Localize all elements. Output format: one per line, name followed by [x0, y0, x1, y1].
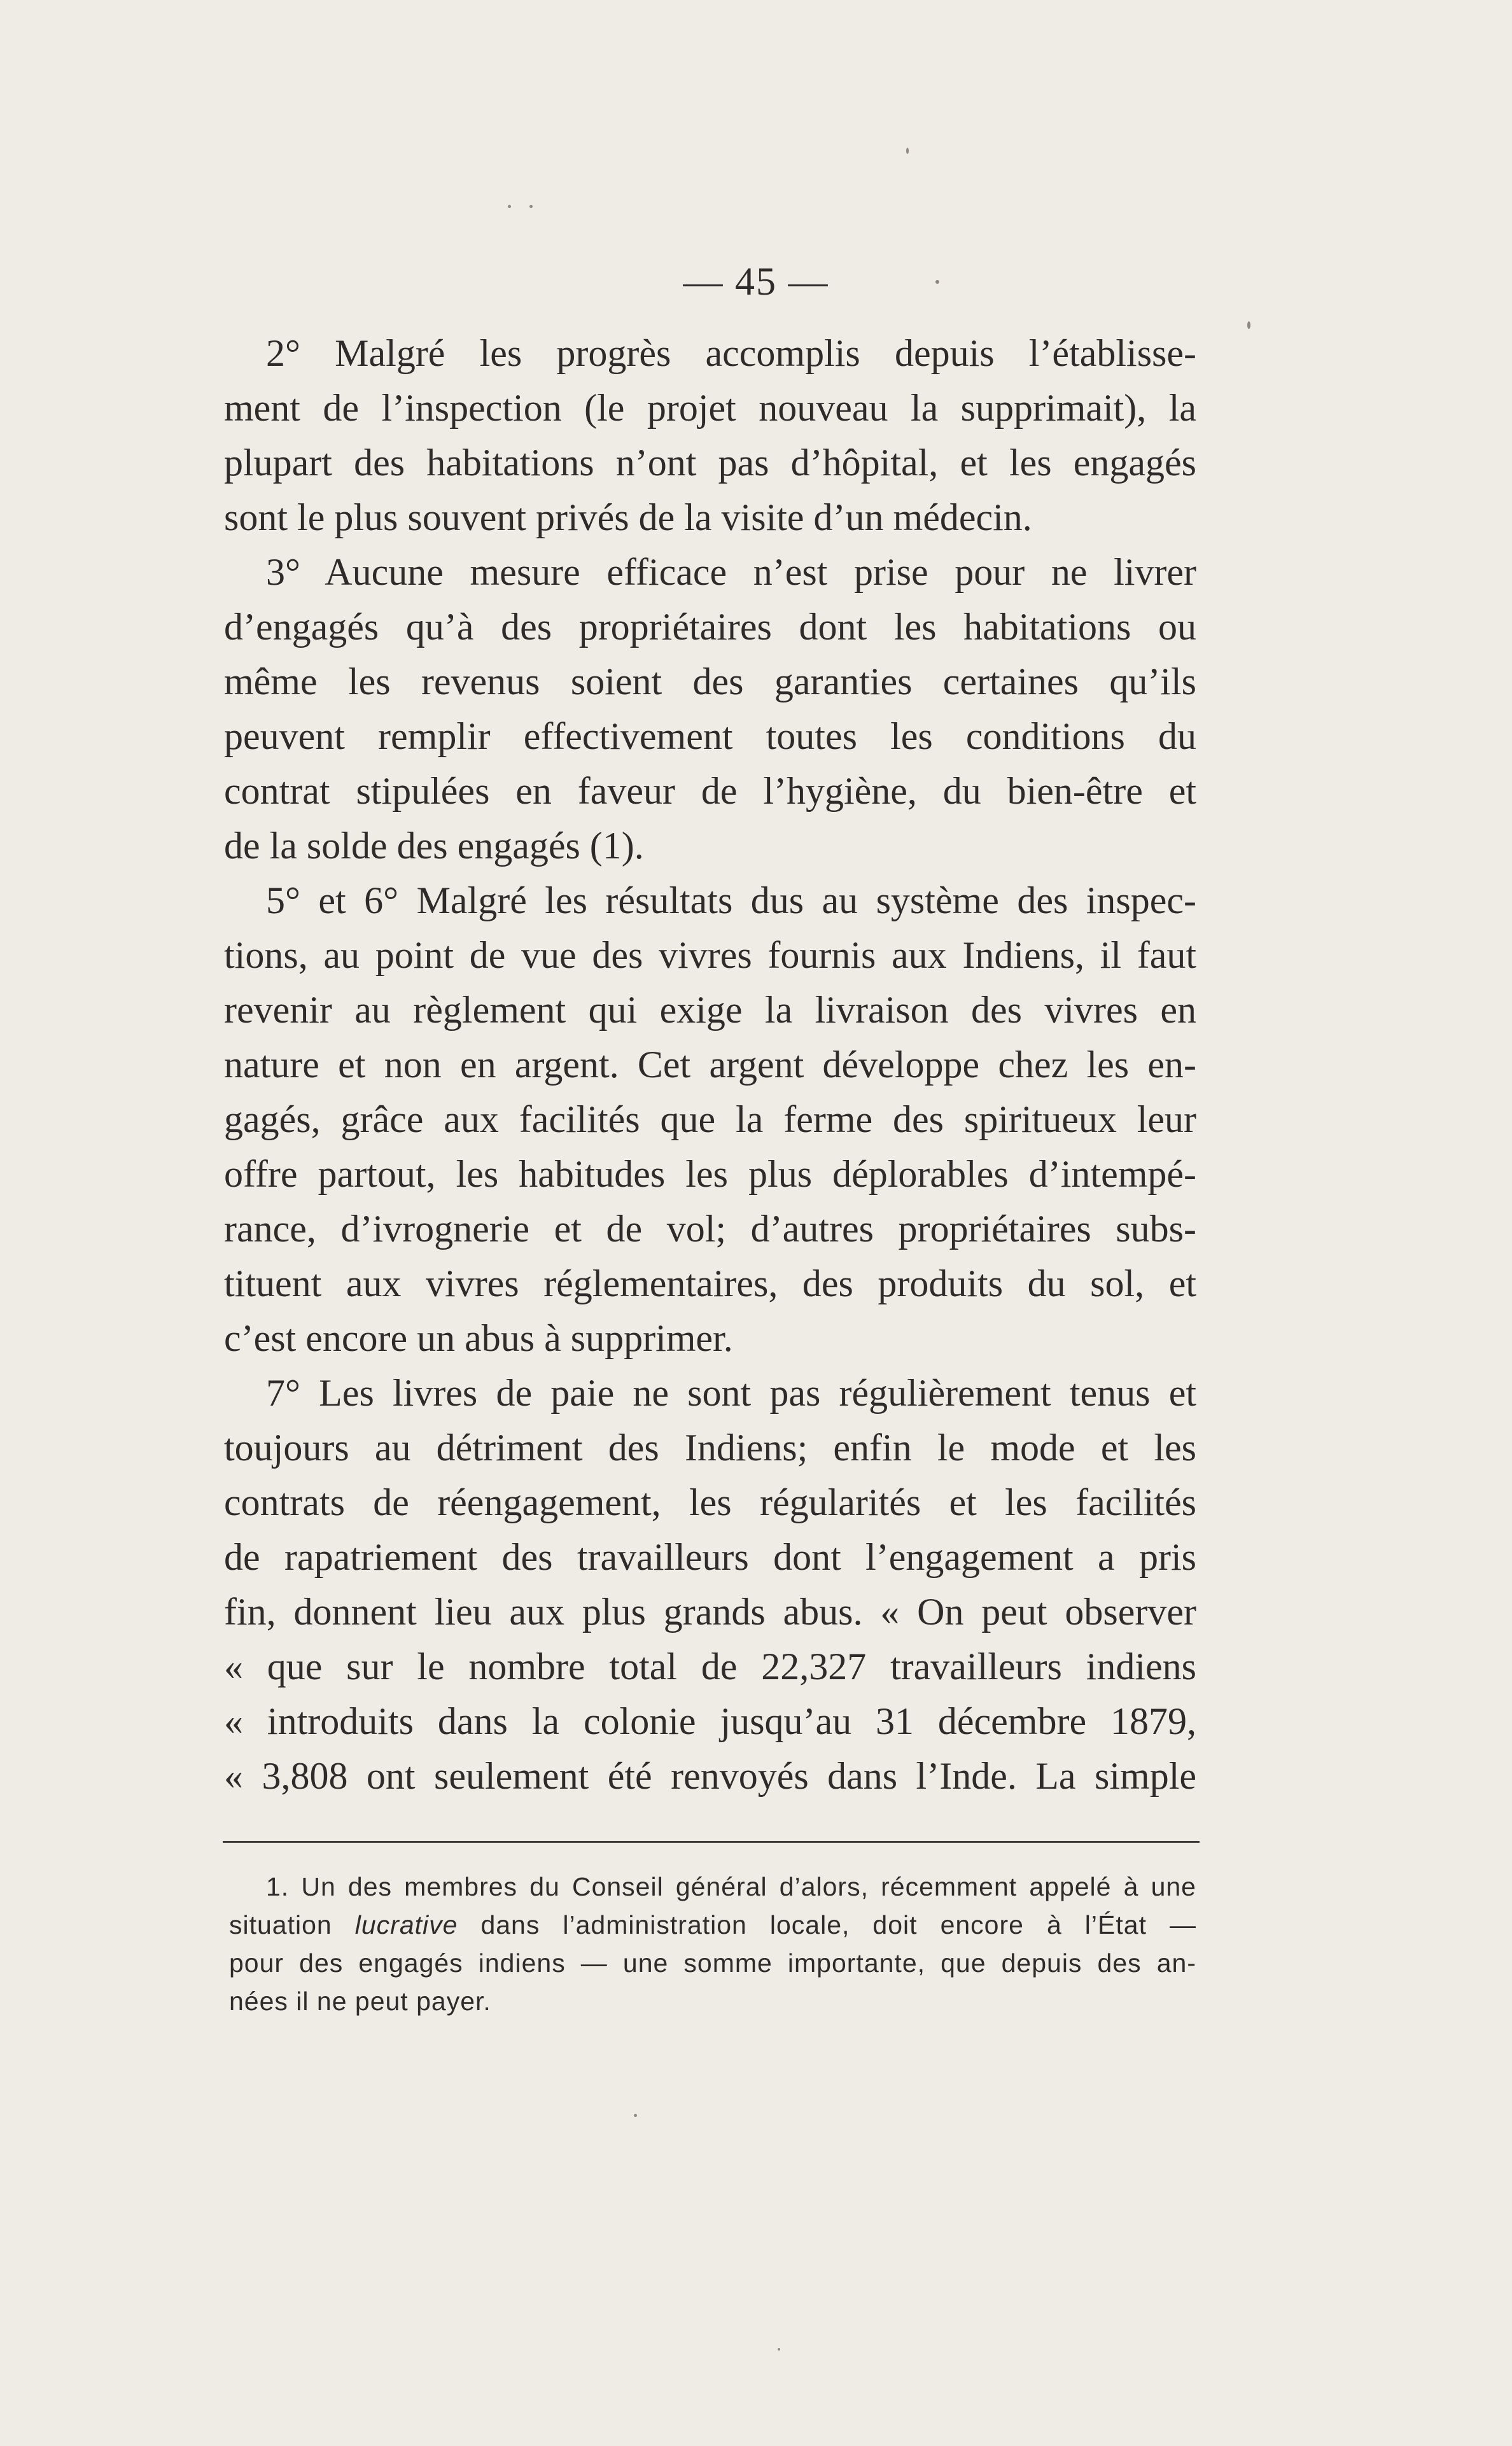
text-line: « que sur le nombre total de 22,327 travailleurs indiens [224, 1646, 1196, 1688]
footnote-line: pour des engagés indiens — une somme importante, que depuis des an- [229, 1948, 1196, 1978]
text-line: « 3,808 ont seulement été renvoyés dans l’Inde. La simple [224, 1755, 1196, 1797]
text-line: de la solde des engagés (1). [224, 825, 644, 867]
text-line: « introduits dans la colonie jusqu’au 31 décembre 1879, [224, 1700, 1196, 1742]
text-line: tituent aux vivres réglementaires, des produits du sol, et [224, 1262, 1196, 1304]
paper-speck [906, 148, 909, 154]
text-line: gagés, grâce aux facilités que la ferme des spiritueux leur [224, 1098, 1196, 1140]
text-line: tions, au point de vue des vivres fournis aux Indiens, il faut [224, 934, 1196, 976]
text-line: 2° Malgré les progrès accomplis depuis l’établisse- [266, 332, 1196, 374]
text-line: ment de l’inspection (le projet nouveau la supprimait), la [224, 387, 1196, 429]
footnote-divider [223, 1841, 1200, 1843]
footnote [229, 1868, 1196, 2020]
text-line: plupart des habitations n’ont pas d’hôpital, et les engagés [224, 442, 1196, 484]
text-line: peuvent remplir effectivement toutes les conditions du [224, 715, 1196, 757]
text-line: contrat stipulées en faveur de l’hygiène, du bien-être et [224, 770, 1196, 812]
text-line: 7° Les livres de paie ne sont pas régulièrement tenus et [266, 1372, 1196, 1414]
paper-speck [1247, 321, 1250, 329]
page-number: — 45 — [683, 260, 829, 304]
text-line: sont le plus souvent privés de la visite d’un médecin. [224, 496, 1032, 538]
text-line: rance, d’ivrognerie et de vol; d’autres propriétaires subs- [224, 1208, 1196, 1250]
paper-speck [935, 280, 939, 284]
text-line: toujours au détriment des Indiens; enfin le mode et les [224, 1427, 1196, 1469]
footnote-line: 1. Un des membres du Conseil général d’alors, récemment appelé à une [266, 1872, 1196, 1901]
text-line: même les revenus soient des garanties certaines qu’ils [224, 660, 1196, 702]
text-line: d’engagés qu’à des propriétaires dont les habitations ou [224, 606, 1196, 648]
footnote-line: situation lucrative dans l’administration locale, doit encore à l’État — [229, 1910, 1196, 1939]
italic-word: lucrative [354, 1910, 458, 1939]
text-line: revenir au règlement qui exige la livraison des vivres en [224, 989, 1196, 1031]
text-line: nature et non en argent. Cet argent développe chez les en- [224, 1044, 1196, 1086]
paper-speck [529, 205, 533, 208]
text-line: fin, donnent lieu aux plus grands abus. « On peut observer [224, 1591, 1196, 1633]
text-line: c’est encore un abus à supprimer. [224, 1317, 733, 1359]
paper-speck [634, 2114, 637, 2117]
text-line: 3° Aucune mesure efficace n’est prise pour ne livrer [266, 551, 1196, 593]
text-line: 5° et 6° Malgré les résultats dus au système des inspec- [266, 879, 1196, 921]
text-line: contrats de réengagement, les régularités et les facilités [224, 1481, 1196, 1523]
paper-speck [778, 2348, 780, 2351]
paper-speck [508, 205, 511, 208]
text-line: offre partout, les habitudes les plus déplorables d’intempé- [224, 1153, 1196, 1195]
text-line: de rapatriement des travailleurs dont l’engagement a pris [224, 1536, 1196, 1578]
footnote-line: nées il ne peut payer. [229, 1987, 491, 2016]
body-text [224, 326, 1196, 1803]
